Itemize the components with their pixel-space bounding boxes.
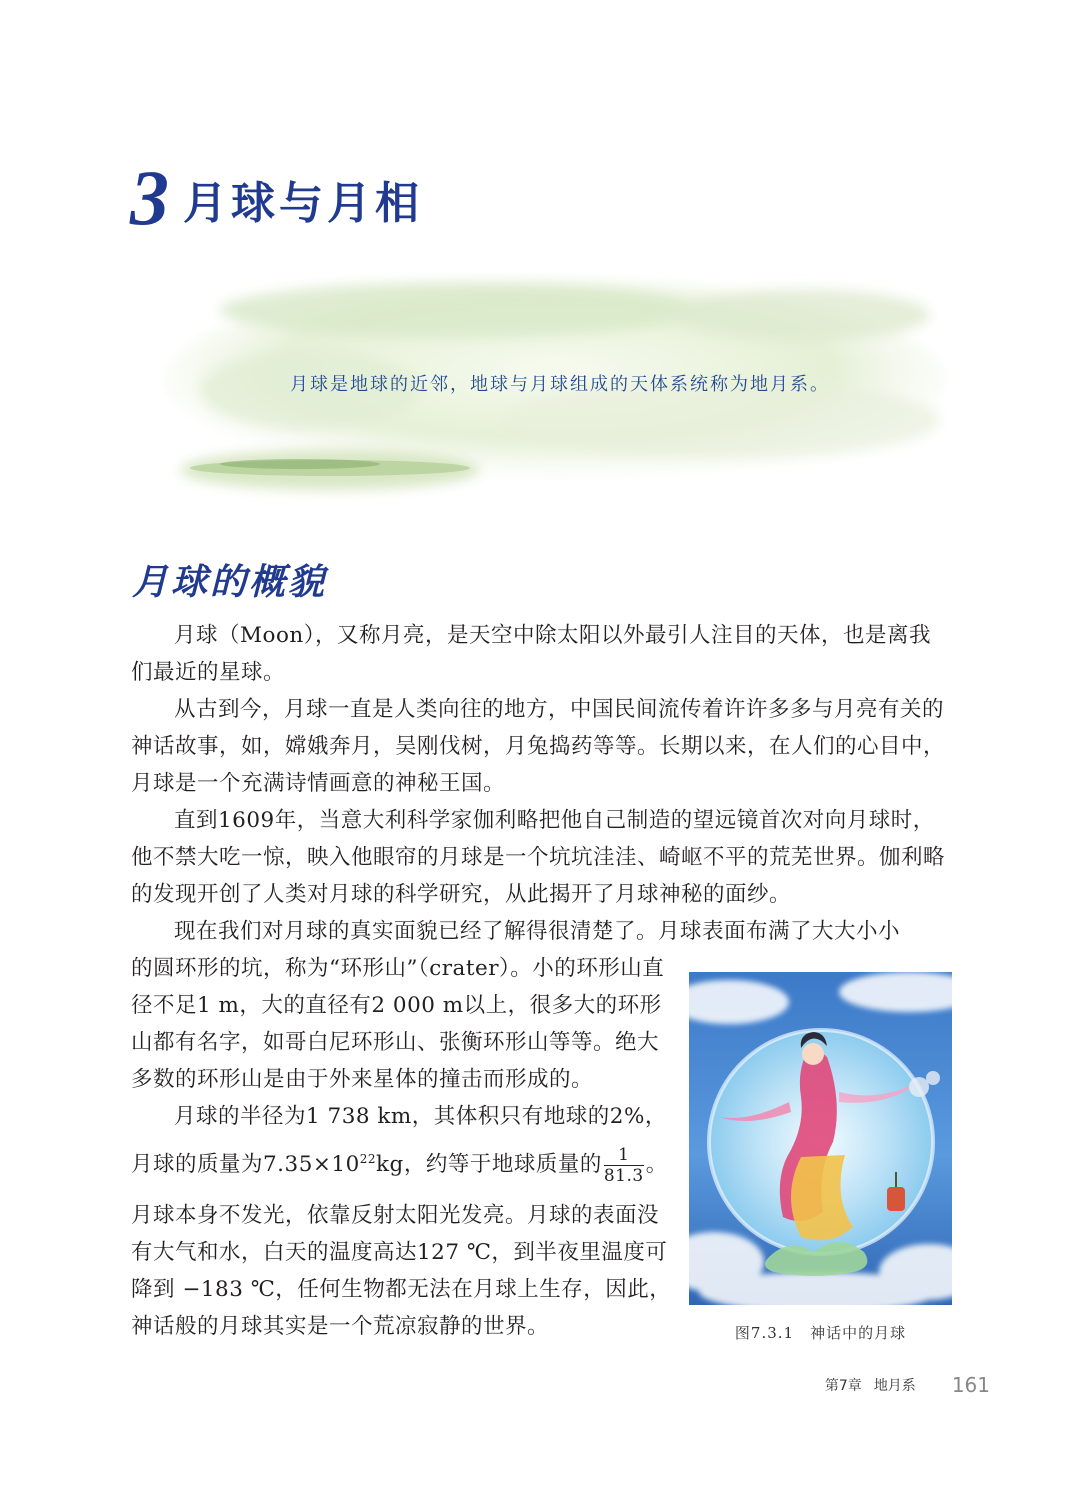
footer-chapter-name: 地月系 <box>873 1378 916 1394</box>
figure-mythical-moon <box>689 972 952 1305</box>
mass-suffix: kg，约等于地球质量的 <box>376 1152 602 1178</box>
chapter-title <box>130 154 423 241</box>
footer-chapter: 第7章 <box>824 1378 862 1394</box>
paragraph-1: 月球（Moon），又称月亮，是天空中除太阳以外最引人注目的天体，也是离我们最近的星球。 <box>131 623 932 685</box>
figure-caption: 图7.3.1 神话中的月球 <box>734 1324 907 1342</box>
paragraph-5-line-1: 月球的半径为1 738 km，其体积只有地球的2%， <box>174 1104 667 1129</box>
page-footer <box>790 1372 990 1398</box>
banner-text: 月球是地球的近邻，地球与月球组成的天体系统称为地月系。 <box>290 374 830 395</box>
mass-period: 。 <box>645 1152 668 1178</box>
mythical-moon-illustration <box>689 972 952 1305</box>
paragraph-2: 从古到今，月球一直是人类向往的地方，中国民间流传着许许多多与月亮有关的神话故事，如，嫦娥奔月，吴刚伐树，月兔捣药等等。长期以来，在人们的心目中，月球是一个充满诗情画意的神秘王国。 <box>131 697 946 796</box>
paragraph-4-rest: 的圆环形的坑，称为“环形山”（crater）。小的环形山直径不足1 m，大的直径有2 000 m以上，很多大的环形山都有名字，如哥白尼环形山、张衡环形山等等。绝大多数的环形山是由于外来星体的撞击而形成的。 <box>131 956 665 1092</box>
chapter-name: 月球与月相 <box>183 178 423 229</box>
chapter-number: 3 <box>130 154 169 241</box>
paragraph-3: 直到1609年，当意大利科学家伽利略把他自己制造的望远镜首次对向月球时，他不禁大吃一惊，映入他眼帘的月球是一个坑坑洼洼、崎岖不平的荒芜世界。伽利略的发现开创了人类对月球的科学研究，从此揭开了月球神秘的面纱。 <box>131 808 946 907</box>
paragraph-5-rest: 月球本身不发光，依靠反射太阳光发亮。月球的表面没有大气和水，白天的温度高达127 ℃，到半夜里温度可降到 −183 ℃，任何生物都无法在月球上生存，因此，神话般的月球其实是一个荒凉寂静的世界。 <box>131 1203 672 1339</box>
mass-prefix: 月球的质量为7.35×10 <box>131 1152 360 1178</box>
paragraph-5-mass-line <box>131 1141 676 1186</box>
page-number: 161 <box>951 1373 990 1397</box>
mass-fraction <box>604 1145 644 1186</box>
fraction-denominator: 81.3 <box>603 1165 644 1186</box>
fraction-numerator: 1 <box>604 1145 644 1166</box>
intro-banner <box>160 270 950 502</box>
paragraph-4-first-line: 现在我们对月球的真实面貌已经了解得很清楚了。月球表面布满了大大小小 <box>174 919 901 944</box>
mass-exponent: 22 <box>359 1152 377 1166</box>
section-title: 月球的概貌 <box>132 562 328 603</box>
